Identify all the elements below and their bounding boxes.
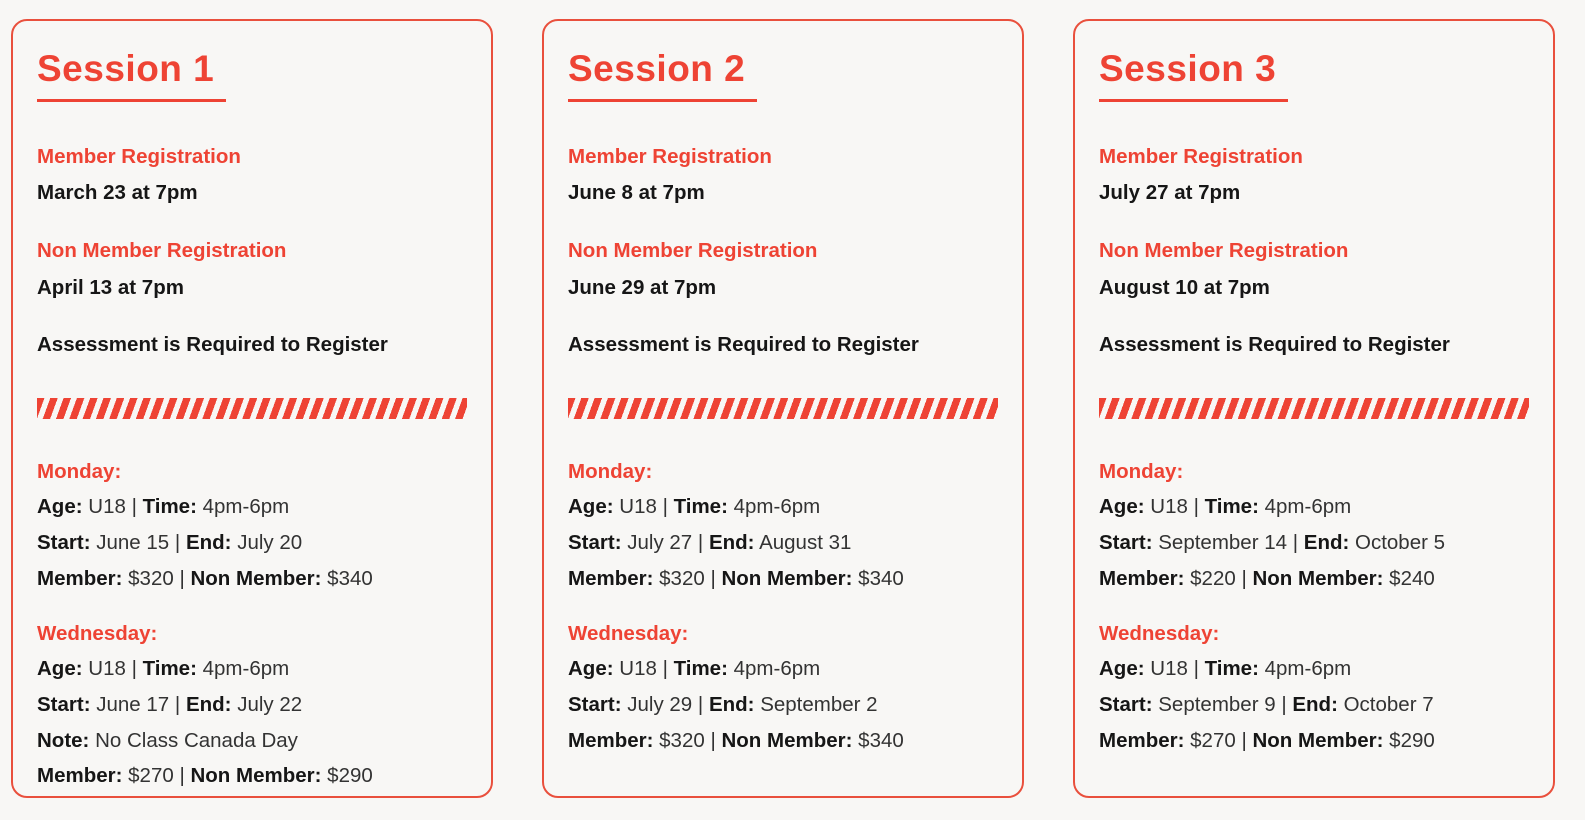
row-label: End: <box>1303 531 1350 554</box>
row-value: No Class Canada Day <box>95 728 298 752</box>
row-separator: | <box>174 531 181 554</box>
row-label: Non Member: <box>721 566 853 590</box>
member-registration-label: Member Registration <box>37 144 241 168</box>
row-label: Age: <box>1099 657 1145 681</box>
row-label: Member: <box>1099 566 1185 590</box>
row-value: $270 <box>128 764 174 788</box>
row-label: Non Member: <box>1252 566 1384 590</box>
non-member-registration-label: Non Member Registration <box>568 239 818 263</box>
row-label: Time: <box>142 657 197 681</box>
row-value: U18 <box>88 657 126 681</box>
assessment-note: Assessment is Required to Register <box>568 332 919 356</box>
row-separator: | <box>710 728 716 752</box>
session-title[interactable] <box>37 48 467 102</box>
row-label: Age: <box>37 495 83 519</box>
day-schedule-monday <box>568 460 998 591</box>
schedule-row <box>1099 657 1529 681</box>
row-value: 4pm-6pm <box>202 657 290 681</box>
session-title-text: Session 2 <box>568 48 757 102</box>
schedule-row <box>568 567 998 591</box>
schedule-row <box>37 567 467 591</box>
member-registration-label: Member Registration <box>1099 144 1303 168</box>
session-title-text: Session 1 <box>37 48 226 102</box>
row-value: $340 <box>327 566 373 590</box>
row-label: End: <box>708 692 755 716</box>
row-value: August 31 <box>759 531 852 554</box>
member-registration-date: March 23 at 7pm <box>37 181 198 205</box>
day-schedule-monday <box>37 460 467 591</box>
row-value: 4pm-6pm <box>733 495 821 519</box>
session-card-3 <box>1073 19 1555 798</box>
row-separator: | <box>1193 657 1199 681</box>
schedule-row <box>568 657 998 681</box>
row-label: Time: <box>673 495 728 519</box>
session-title[interactable] <box>568 48 998 102</box>
non-member-registration-block <box>1099 239 1529 300</box>
slash-divider <box>37 398 467 419</box>
row-label: Start: <box>1099 531 1153 554</box>
row-value: U18 <box>1150 495 1188 519</box>
row-label: Non Member: <box>721 728 853 752</box>
row-separator: | <box>662 495 668 519</box>
row-value: October 5 <box>1355 531 1446 554</box>
row-value: September 14 <box>1158 531 1288 554</box>
day-name: Wednesday: <box>1099 621 1220 645</box>
row-label: Member: <box>568 728 654 752</box>
schedule-row <box>37 531 467 555</box>
row-label: Start: <box>37 692 91 716</box>
schedule-row <box>37 657 467 681</box>
row-value: $320 <box>659 566 705 590</box>
row-label: Non Member: <box>1252 728 1384 752</box>
row-value: U18 <box>88 495 126 519</box>
row-separator: | <box>697 692 704 716</box>
row-value: July 27 <box>627 531 693 554</box>
member-registration-block <box>568 145 998 206</box>
schedule-row <box>1099 567 1529 591</box>
non-member-registration-block <box>568 239 998 300</box>
day-schedule-wednesday <box>568 622 998 753</box>
assessment-note: Assessment is Required to Register <box>1099 332 1450 356</box>
member-registration-label: Member Registration <box>568 144 772 168</box>
non-member-registration-date: April 13 at 7pm <box>37 275 184 299</box>
slash-divider <box>1099 398 1529 419</box>
row-value: $270 <box>1190 728 1236 752</box>
row-value: $220 <box>1190 566 1236 590</box>
row-label: End: <box>1292 692 1338 716</box>
row-value: $290 <box>327 764 373 788</box>
row-separator: | <box>1292 531 1299 554</box>
row-label: Age: <box>37 657 83 681</box>
row-value: September 2 <box>760 692 878 716</box>
row-label: End: <box>708 531 755 554</box>
row-value: 4pm-6pm <box>733 657 821 681</box>
day-name: Wednesday: <box>568 621 689 645</box>
row-label: Member: <box>37 764 123 788</box>
row-label: Time: <box>1204 657 1259 681</box>
non-member-registration-block <box>37 239 467 300</box>
row-separator: | <box>1241 566 1247 590</box>
member-registration-date: July 27 at 7pm <box>1099 181 1241 205</box>
schedule-row <box>37 693 467 717</box>
non-member-registration-label: Non Member Registration <box>37 239 287 263</box>
row-value: $320 <box>128 566 174 590</box>
day-name: Wednesday: <box>37 621 158 645</box>
schedule-row <box>568 693 998 717</box>
non-member-registration-label: Non Member Registration <box>1099 239 1349 263</box>
row-value: June 15 <box>96 531 170 554</box>
day-name: Monday: <box>1099 459 1184 483</box>
row-value: September 9 <box>1158 692 1276 716</box>
member-registration-date: June 8 at 7pm <box>568 181 705 205</box>
row-label: Time: <box>673 657 728 681</box>
row-label: Time: <box>142 495 197 519</box>
row-label: Start: <box>568 531 622 554</box>
session-card-2 <box>542 19 1024 798</box>
row-value: $340 <box>858 566 904 590</box>
row-value: $290 <box>1389 728 1435 752</box>
row-separator: | <box>1241 728 1247 752</box>
row-value: $340 <box>858 728 904 752</box>
member-registration-block <box>1099 145 1529 206</box>
row-label: Age: <box>1099 495 1145 519</box>
day-schedule-monday <box>1099 460 1529 591</box>
schedule-row <box>1099 531 1529 555</box>
row-separator: | <box>1193 495 1199 519</box>
row-value: 4pm-6pm <box>1264 495 1352 519</box>
schedule-row <box>1099 693 1529 717</box>
row-label: Member: <box>37 566 123 590</box>
schedule-row <box>568 729 998 753</box>
row-label: Note: <box>37 728 90 752</box>
session-title[interactable] <box>1099 48 1529 102</box>
session-title-text: Session 3 <box>1099 48 1288 102</box>
row-label: Time: <box>1204 495 1259 519</box>
row-label: Start: <box>568 692 622 716</box>
schedule-row <box>37 764 467 788</box>
row-label: End: <box>185 531 232 554</box>
row-label: Non Member: <box>190 566 322 590</box>
day-name: Monday: <box>568 459 653 483</box>
row-value: U18 <box>619 495 657 519</box>
row-value: 4pm-6pm <box>202 495 290 519</box>
schedule-row <box>37 495 467 519</box>
day-name: Monday: <box>37 459 122 483</box>
schedule-row <box>568 531 998 555</box>
row-separator: | <box>131 657 137 681</box>
row-separator: | <box>174 692 181 716</box>
row-label: Member: <box>568 566 654 590</box>
row-separator: | <box>179 566 185 590</box>
row-value: U18 <box>619 657 657 681</box>
non-member-registration-date: August 10 at 7pm <box>1099 275 1270 299</box>
schedule-row <box>1099 495 1529 519</box>
row-value: July 22 <box>237 692 303 716</box>
slash-divider <box>568 398 998 419</box>
schedule-row <box>568 495 998 519</box>
assessment-note: Assessment is Required to Register <box>37 332 388 356</box>
row-value: July 29 <box>627 692 693 716</box>
row-value: June 17 <box>96 692 170 716</box>
non-member-registration-date: June 29 at 7pm <box>568 275 717 299</box>
row-separator: | <box>131 495 137 519</box>
row-separator: | <box>1281 692 1287 716</box>
day-schedule-wednesday <box>1099 622 1529 753</box>
row-separator: | <box>697 531 704 554</box>
row-value: 4pm-6pm <box>1264 657 1352 681</box>
row-label: Age: <box>568 495 614 519</box>
row-value: U18 <box>1150 657 1188 681</box>
row-value: October 7 <box>1343 692 1434 716</box>
row-label: Age: <box>568 657 614 681</box>
row-separator: | <box>179 764 185 788</box>
member-registration-block <box>37 145 467 206</box>
row-value: July 20 <box>237 531 303 554</box>
row-value: $320 <box>659 728 705 752</box>
day-schedule-wednesday <box>37 622 467 789</box>
schedule-row <box>1099 729 1529 753</box>
row-label: Member: <box>1099 728 1185 752</box>
schedule-row-note <box>37 729 467 753</box>
row-label: End: <box>185 692 232 716</box>
row-label: Non Member: <box>190 764 322 788</box>
row-value: $240 <box>1389 566 1435 590</box>
row-separator: | <box>662 657 668 681</box>
row-label: Start: <box>37 531 91 554</box>
row-label: Start: <box>1099 692 1153 716</box>
row-separator: | <box>710 566 716 590</box>
session-card-1 <box>11 19 493 798</box>
